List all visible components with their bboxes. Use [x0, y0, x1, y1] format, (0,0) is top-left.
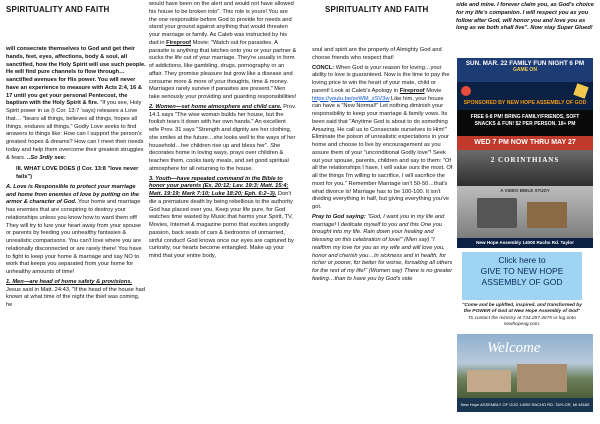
give-line-2: GIVE TO NEW HOPE — [480, 266, 564, 277]
give-line-3: ASSEMBLY OF GOD — [481, 277, 563, 288]
col2-paragraph-1 — [149, 1, 297, 102]
col2-body-2: Movie: "Watch out for parasites. A parasite is anything that latches onto you or your partner & sucks the life out of your marriage. They're usually in form of addictions, like gambling, drugs, pornography or an affair. They promise pleasure but grow like a disease and consume more & more of your thoughts, time & money. Marriages rarely survive if parasites are present." Men take seriously your providing and guarding responsibilities! — [149, 39, 297, 100]
men-body: Jesus said in Matt. 24:43, "If the head of the house had known at what time of the night the thief was coming, he — [6, 286, 145, 308]
give-button[interactable] — [462, 252, 582, 300]
study-photo — [457, 186, 593, 238]
col2-body-1: would have been on the alert and would not have allowed his house to be broken into". This role is yours! You are the one responsible before God to provide for needs and stand your ground against anything that would threaten your marriage or family. As Caleb was instructed by his dad in — [149, 1, 294, 46]
column-1 — [6, 46, 147, 312]
sponsor-text: SPONSORED BY NEW HOPE ASSEMBLY OF GOD — [463, 100, 587, 106]
free-banner — [457, 110, 593, 136]
col1-paragraph-1 — [6, 46, 147, 162]
movie-word: Movie — [424, 87, 442, 94]
col1-paragraph-men — [6, 279, 147, 310]
sponsor-banner — [457, 82, 593, 110]
prayer-body: "God, I want you in my life and marriage! I dedicate myself to you and this One you brought into my life. Rain down your healing and blessing on this celebration of love!" (Men say) "I reaffirm my love for you as my wife and will love you, honor and cherish you…In sickness and in health, for richer or poorer, for better for worse, forsaking all others for the rest of my life!" (Women say) There is no greater feeling…than to have you by God's side — [312, 213, 453, 282]
youth-body: Don't die a premature death by being rebellious to the authority God has placed over you. Keep your life pure, for God watches time wasted by Music that harms your Spirit, TV, Movies, Internet & magazine porno that excites ungodly passion, back seats of cars & bedrooms of unmarried, sinful conduct! God knows once our eyes are captured by curiosity, our hearts become entangled. Make up your mind that your entire body, — [149, 191, 294, 259]
col4-vow: side and mine. I forever claim you, as God's choice for my life's companion. I will respect you as you follow after God, will honor you and love you as long as we both shall live". Now stay Super Glued! — [456, 2, 594, 32]
col2-paragraph-women — [149, 104, 297, 174]
concl-label: CONCL: — [312, 64, 335, 71]
church-building-icon — [467, 370, 511, 392]
header-right: SPIRITUALITY AND FAITH — [325, 5, 429, 14]
point-a-heading: A. Love is Responsible to protect your marriage and home from enemies of love by putting on the armor & character of God. — [6, 183, 140, 206]
welcome-address-strip: New Hope ASSEMBLY OF GOD 14000 RACHO RD. TAYLOR, MI 48180 — [457, 398, 593, 412]
column-4 — [456, 2, 596, 35]
bible-image-icon — [527, 202, 567, 228]
quote-box — [462, 303, 582, 329]
concl-body-2: Like him, your house can have a "New Normal!" Let nothing diminish your responsibility to keep your marriage & family vows. Its been said that "Anytime God is about to do something Amazing, He call us to Consecrate ourselves to Him!" Eliminate the poison of unrealistic expectations in your home and choose to live by encouragement as you assure them of your "unconditional Godly love"! Seek out your spouse, parents, children and say to them: "Of all the relationships I have, I will value ours the most. Of all the things I'm willing to sacrifice, I will sacrifice the most for you." Remember Marriage isn't 50-50…that's what divorce is! Marriage has to be 100-100. It isn't dividing everything in half, but giving everything you've got. — [312, 95, 453, 210]
col3-paragraph-1: soul and spirit are the property of Almighty God and choose friends who respect that! — [312, 47, 442, 61]
welcome-title: Welcome — [487, 340, 541, 356]
col1-body-text: "If you see, Holy Spirit power in us (I Cor. 13:7 'says) releases a Love that… "bears all things, believes all things, hopes all things, endures all things." Godly Love seeks to find answers to things like: How can I support the person's greatest hopes & dreams? How can I meet their needs today and help them overcome their greatest struggles & fears. — [6, 100, 144, 161]
column-3 — [312, 47, 454, 286]
women-body: Prov. 14:1 says "The wise woman builds her house, but the foolish tears it down with her own hands." An excellent wife Prov. 31 says "Strength and dignity are her clothing, she smiles at the future…she looks well to the ways of her household…her children rise up and bless her". She decorates home in loving ways, prays over children & teaches them, cooks tasty meals, and set good spiritual atmosphere for all returning to the house. — [149, 103, 297, 172]
church-wing-icon — [517, 364, 567, 392]
col2-paragraph-youth — [149, 176, 297, 261]
col1-closing: ..So 3rdly see: — [27, 154, 66, 161]
corinthians-banner — [457, 150, 593, 186]
column-2 — [149, 1, 297, 263]
corinthians-text: 2 CORINTHIANS — [490, 156, 560, 164]
youth-heading: 3. Youth—have repeated command in the Bible to honor your parents (Ex. 20:12; Lev. 19:3; Matt. 15:4; Matt. 19:19; Mark 7:10; Luke 18:20; Eph. 6:2–3). — [149, 175, 289, 197]
family-fun-text: SUN. MAR. 22 FAMILY FUN NIGHT 6 PM — [465, 60, 585, 67]
study-text: A VIDEO BIBLE STUDY — [500, 188, 550, 193]
women-heading: 2. Women—set home atmosphere and child care. — [149, 103, 282, 110]
contact-text: To contact the ministry at 734.287.4675 or log onto newhopeag.com. — [468, 315, 576, 328]
wed-study-banner: WED 7 PM NOW THRU MAY 27 — [457, 136, 593, 150]
col1-bold-text: will consecrate themselves to God and get their hands, feet, eyes, affections, body & soul, all sanctified, how the Holy Spirit will use such people. He will find pure channels to flow through… sanctified avenues for His power. You will never have an experience to measure with Acts 2:4, 16 & 17 until you get your personal Pentecost, the baptism with the Holy Spirit & fire. — [6, 46, 146, 107]
header-left: SPIRITUALITY AND FAITH — [6, 5, 110, 14]
family-fun-banner — [457, 58, 593, 82]
give-line-1: Click here to — [498, 255, 546, 265]
ball-icon — [461, 86, 471, 96]
fireproof-title-2: Fireproof — [399, 87, 425, 94]
game-on-text: GAME ON — [513, 67, 537, 73]
col1-paragraph-A — [6, 184, 147, 277]
point-a-body: Your home and marriage has enemies that are conspiring to destroy your relationships unless you know how to ward them off! They will try to lure your heart away from your spouse or parents by feeding you unhealthy fantasies & unrealistic comparisons. You can't love where you are relationally disconnected or are rarely there! You have to fight to keep your home & marriage and say NO to work that keeps you separated from your home for unhealthy amounts of time! — [6, 199, 142, 275]
col3-prayer — [312, 214, 454, 284]
free-text: FREE 6-8 PM! BRING FAMILY/FRIENDS, SOFT SNACKS & FUN! $2 PER PERSON. 18+ PM — [470, 114, 580, 127]
concl-body: When God is your reason for loving…your ability to love is guaranteed. Now is the time to pay the loving price to win the heart of your mate, child or parent! Look at Caleb's Apology in — [312, 64, 450, 94]
address-banner: New Hope Assembly 14000 Racho Rd. Taylor — [457, 238, 593, 248]
col3-conclusion — [312, 65, 454, 212]
prayer-label: Pray to God saying: — [312, 213, 366, 220]
men-heading: 1. Men—are head of home safety & provisions. — [6, 278, 133, 285]
fireproof-title-1: Fireproof — [166, 39, 192, 46]
section-3-heading: III. WHAT LOVE DOES (I Cor. 13:8 "love never fails") — [16, 166, 139, 180]
welcome-photo — [457, 334, 593, 398]
quote-text: "Come and be uplifted, inspired, and transformed by the POWER of God at New Hope Assembly of God" — [462, 303, 582, 315]
video-thumbnail-icon — [477, 198, 517, 228]
youtube-link[interactable]: https://youtu.be/pvWM_zSV3w — [312, 95, 390, 102]
